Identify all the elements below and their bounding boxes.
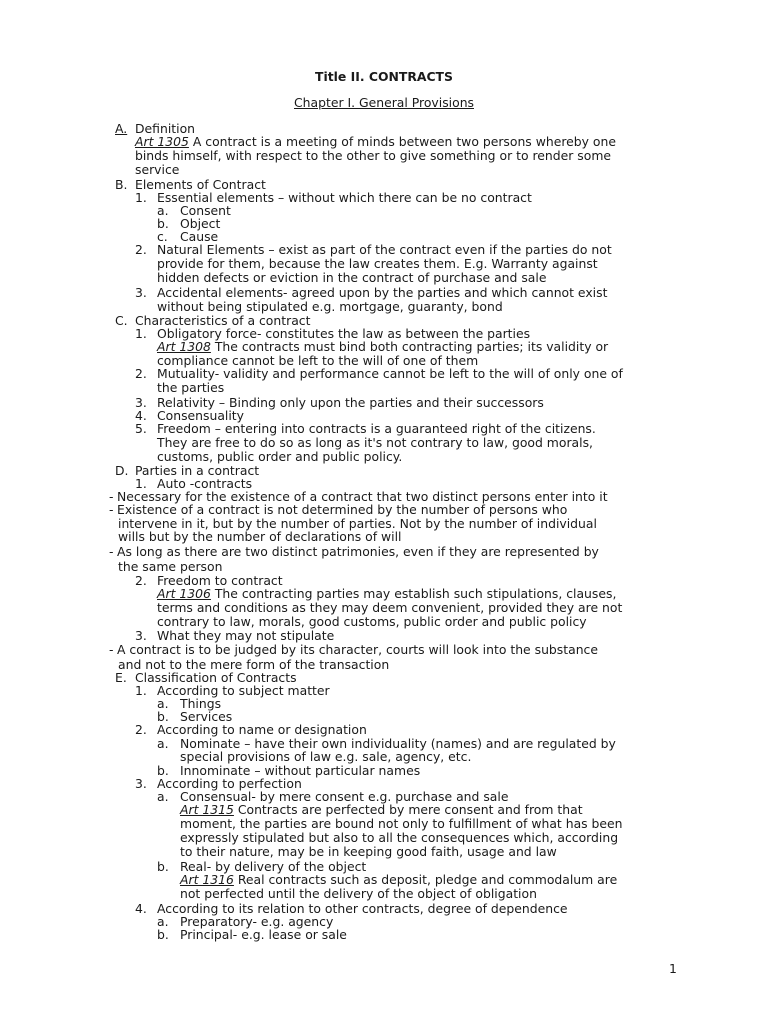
list-marker: 3.: [135, 395, 147, 410]
text-line: [157, 615, 587, 629]
text-line: [157, 381, 224, 395]
line-text: A contract is a meeting of minds between two persons whereby one: [188, 134, 616, 149]
line-text: the parties: [157, 380, 225, 395]
line-text: service: [135, 162, 180, 177]
line-text: binds himself, with respect to the other to give something or to render some: [135, 148, 612, 163]
line-text: expressly stipulated but also to all the consequences which, according: [180, 830, 619, 845]
list-marker: a.: [157, 914, 169, 929]
bullet-dash: -: [109, 502, 114, 517]
text-line: [157, 422, 596, 436]
line-text: Accidental elements- agreed upon by the parties and which cannot exist: [157, 285, 608, 300]
line-text: Parties in a contract: [135, 463, 260, 478]
line-text: hidden defects or eviction in the contract of purchase and sale: [157, 270, 547, 285]
line-text: Real- by delivery of the object: [180, 859, 367, 874]
text-line: [117, 545, 599, 559]
text-line: [135, 163, 179, 177]
line-text: Cause: [180, 229, 219, 244]
line-text: Freedom – entering into contracts is a guaranteed right of the citizens.: [157, 421, 596, 436]
line-text: Existence of a contract is not determined by the number of persons who: [117, 502, 568, 517]
bullet-dash: -: [109, 642, 114, 657]
list-marker: 2.: [135, 366, 147, 381]
text-line: [117, 503, 567, 517]
line-text: The contracts must bind both contracting parties; its validity or: [210, 339, 609, 354]
list-marker: 3.: [135, 285, 147, 300]
list-marker: 2.: [135, 242, 147, 257]
list-marker: a.: [157, 736, 169, 751]
list-marker: b.: [157, 709, 169, 724]
line-text: According to perfection: [157, 776, 302, 791]
chapter-heading: Chapter I. General Provisions: [294, 95, 474, 110]
line-text: wills but by the number of declarations of will: [118, 529, 402, 544]
line-text: and not to the mere form of the transaction: [118, 657, 390, 672]
text-line: [180, 750, 471, 764]
line-text: According to its relation to other contracts, degree of dependence: [157, 901, 568, 916]
text-line: [157, 340, 608, 354]
list-marker: 1.: [135, 476, 147, 491]
list-marker: 5.: [135, 421, 147, 436]
line-text: Object: [180, 216, 221, 231]
line-text: Necessary for the existence of a contract that two distinct persons enter into it: [117, 489, 608, 504]
list-marker: D.: [115, 463, 129, 478]
text-line: [157, 436, 593, 450]
text-line: [118, 530, 401, 544]
line-text: special provisions of law e.g. sale, agency, etc.: [180, 749, 472, 764]
list-marker: A.: [115, 121, 128, 136]
line-text: Consensuality: [157, 408, 244, 423]
line-text: compliance cannot be left to the will of one of them: [157, 353, 479, 368]
line-text: What they may not stipulate: [157, 628, 335, 643]
text-line: [180, 831, 618, 845]
article-reference: Art 1306: [157, 586, 211, 601]
line-text: Principal- e.g. lease or sale: [180, 927, 347, 942]
line-text: According to name or designation: [157, 722, 367, 737]
list-marker: a.: [157, 203, 169, 218]
line-text: Consent: [180, 203, 231, 218]
list-marker: 2.: [135, 722, 147, 737]
line-text: A contract is to be judged by its character, courts will look into the substance: [117, 642, 598, 657]
line-text: customs, public order and public policy.: [157, 449, 403, 464]
article-reference: Art 1308: [157, 339, 211, 354]
text-line: [157, 450, 402, 464]
line-text: intervene in it, but by the number of parties. Not by the number of individual: [118, 516, 597, 531]
text-line: [180, 928, 347, 942]
line-text: Freedom to contract: [157, 573, 283, 588]
text-line: [180, 817, 623, 831]
text-line: [157, 271, 546, 285]
list-marker: a.: [157, 696, 169, 711]
text-line: [157, 587, 616, 601]
list-marker: 3.: [135, 776, 147, 791]
list-marker: 1.: [135, 683, 147, 698]
list-marker: 2.: [135, 573, 147, 588]
text-line: [157, 300, 503, 314]
line-text: Innominate – without particular names: [180, 763, 421, 778]
list-marker: 4.: [135, 408, 147, 423]
line-text: Real contracts such as deposit, pledge and commodalum are: [233, 872, 618, 887]
line-text: Essential elements – without which there can be no contract: [157, 190, 532, 205]
line-text: Contracts are perfected by mere consent and from that: [233, 802, 583, 817]
line-text: Natural Elements – exist as part of the contract even if the parties do not: [157, 242, 612, 257]
text-line: [180, 845, 557, 859]
line-text: Definition: [135, 121, 195, 136]
line-text: Elements of Contract: [135, 177, 266, 192]
line-text: Relativity – Binding only upon the parties and their successors: [157, 395, 544, 410]
line-text: Things: [180, 696, 222, 711]
text-line: [180, 803, 583, 817]
text-line: [157, 601, 622, 615]
page-number: 1: [669, 961, 677, 976]
list-marker: c.: [157, 229, 168, 244]
list-marker: 4.: [135, 901, 147, 916]
article-reference: Art 1316: [180, 872, 234, 887]
list-marker: 1.: [135, 326, 147, 341]
line-text: to their nature, may be in keeping good faith, usage and law: [180, 844, 557, 859]
line-text: moment, the parties are bound not only to fulfillment of what has been: [180, 816, 623, 831]
line-text: Auto -contracts: [157, 476, 253, 491]
line-text: Characteristics of a contract: [135, 313, 311, 328]
text-line: [157, 286, 607, 300]
text-line: [118, 560, 222, 574]
text-line: [180, 887, 537, 901]
text-line: [157, 723, 367, 737]
list-marker: b.: [157, 216, 169, 231]
list-marker: b.: [157, 859, 169, 874]
list-marker: B.: [115, 177, 128, 192]
line-text: As long as there are two distinct patrimonies, even if they are represented by: [117, 544, 599, 559]
line-text: without being stipulated e.g. mortgage, guaranty, bond: [157, 299, 503, 314]
text-line: [180, 873, 617, 887]
text-line: [117, 643, 598, 657]
bullet-dash: -: [109, 489, 114, 504]
list-marker: b.: [157, 763, 169, 778]
list-marker: C.: [115, 313, 128, 328]
text-line: [157, 257, 598, 271]
line-text: contrary to law, morals, good customs, public order and public policy: [157, 614, 587, 629]
line-text: Preparatory- e.g. agency: [180, 914, 334, 929]
list-marker: a.: [157, 789, 169, 804]
text-line: [135, 135, 616, 149]
line-text: Nominate – have their own individuality (names) and are regulated by: [180, 736, 616, 751]
text-line: [157, 367, 623, 381]
line-text: They are free to do so as long as it's not contrary to law, good morals,: [157, 435, 593, 450]
line-text: Obligatory force- constitutes the law as between the parties: [157, 326, 531, 341]
line-text: Consensual- by mere consent e.g. purchase and sale: [180, 789, 509, 804]
line-text: not perfected until the delivery of the object of obligation: [180, 886, 537, 901]
line-text: provide for them, because the law creates them. E.g. Warranty against: [157, 256, 598, 271]
line-text: Classification of Contracts: [135, 670, 297, 685]
line-text: terms and conditions as they may deem convenient, provided they are not: [157, 600, 623, 615]
list-marker: 3.: [135, 628, 147, 643]
text-line: [157, 243, 612, 257]
line-text: The contracting parties may establish such stipulations, clauses,: [210, 586, 617, 601]
list-marker: E.: [115, 670, 127, 685]
text-line: [135, 149, 611, 163]
article-reference: Art 1305: [135, 134, 189, 149]
document-title: Title II. CONTRACTS: [315, 69, 453, 84]
line-text: Mutuality- validity and performance cannot be left to the will of only one of: [157, 366, 623, 381]
article-reference: Art 1315: [180, 802, 234, 817]
line-text: Services: [180, 709, 233, 724]
line-text: the same person: [118, 559, 223, 574]
line-text: According to subject matter: [157, 683, 330, 698]
list-marker: b.: [157, 927, 169, 942]
text-line: [157, 629, 334, 643]
list-marker: 1.: [135, 190, 147, 205]
bullet-dash: -: [109, 544, 114, 559]
